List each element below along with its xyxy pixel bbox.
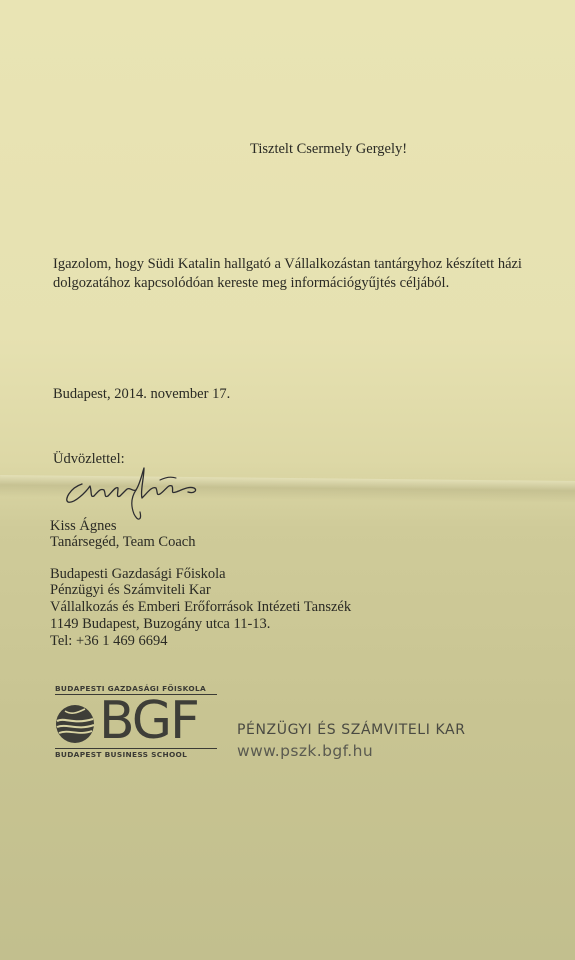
website-link[interactable]: www.pszk.bgf.hu	[237, 742, 374, 760]
closing-greeting: Üdvözlettel:	[53, 451, 125, 467]
letter-body: Igazolom, hogy Südi Katalin hallgató a Vállalkozástan tantárgyhoz készített házi dolgozatához kapcsolódóan kereste meg információgyűjtés céljából.	[53, 256, 522, 291]
bgf-logo	[55, 684, 220, 766]
salutation: Tisztelt Csermely Gergely!	[250, 141, 408, 157]
letter-date: Budapest, 2014. november 17.	[53, 386, 231, 402]
signatory-name: Kiss Ágnes	[50, 518, 117, 534]
signatory-title: Tanársegéd, Team Coach	[50, 534, 196, 550]
faculty-name: Pénzügyi és Számviteli Kar	[50, 582, 211, 598]
globe-emblem-icon	[55, 703, 99, 745]
logo-bottom-text: BUDAPEST BUSINESS SCHOOL	[55, 748, 217, 759]
phone: Tel: +36 1 469 6694	[50, 633, 168, 649]
logo-wordmark: BGF	[99, 691, 198, 751]
institution-name: Budapesti Gazdasági Főiskola	[50, 566, 226, 582]
address: 1149 Budapest, Buzogány utca 11-13.	[50, 616, 271, 632]
department-name: Vállalkozás és Emberi Erőforrások Intézeti Tanszék	[50, 599, 352, 615]
logo-top-text: BUDAPESTI GAZDASÁGI FŐISKOLA	[55, 684, 217, 695]
faculty-label: PÉNZÜGYI ÉS SZÁMVITELI KAR	[237, 722, 466, 738]
